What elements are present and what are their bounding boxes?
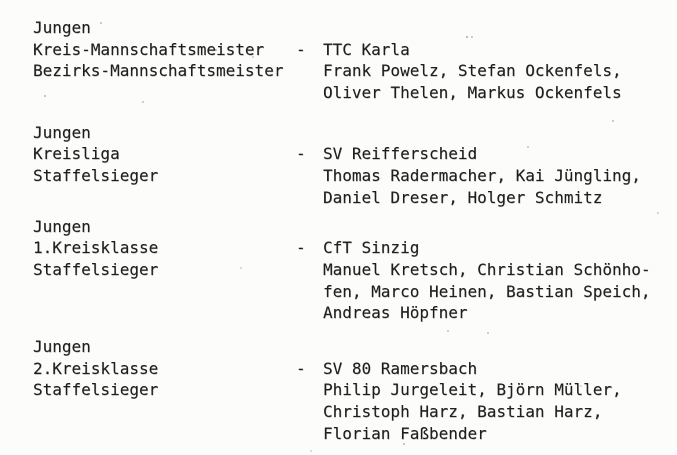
competition-label: Kreis-Mannschaftsmeister	[33, 39, 265, 59]
team-name: CfT Sinzig	[323, 238, 420, 258]
player-line: Florian Faßbender	[323, 423, 487, 443]
competition-label: 1.Kreisklasse	[33, 238, 159, 258]
result-block-kreisliga	[33, 122, 677, 209]
separator-dash: -	[296, 39, 306, 59]
competition-label: 2.Kreisklasse	[33, 358, 159, 378]
age-group-label: Jungen	[33, 18, 91, 37]
player-line: Thomas Radermacher, Kai Jüngling,	[323, 166, 641, 186]
team-name: TTC Karla	[323, 39, 410, 59]
winner-type-label: Staffelsieger	[33, 259, 159, 279]
age-group-label: Jungen	[33, 122, 91, 142]
player-line: Frank Powelz, Stefan Ockenfels,	[323, 61, 622, 81]
player-line: Oliver Thelen, Markus Ockenfels	[323, 83, 622, 103]
team-name: SV Reifferscheid	[323, 144, 478, 164]
winner-type-label: Staffelsieger	[33, 166, 159, 186]
winner-type-label: Staffelsieger	[33, 380, 159, 400]
winner-type-label: Bezirks-Mannschaftsmeister	[33, 61, 284, 81]
age-group-label: Jungen	[33, 336, 91, 356]
result-block-1-kreisklasse	[33, 216, 677, 324]
player-line: Christoph Harz, Bastian Harz,	[323, 402, 603, 421]
player-line: fen, Marco Heinen, Bastian Speich,	[323, 281, 651, 301]
separator-dash: -	[296, 238, 306, 258]
separator-dash: -	[296, 358, 306, 378]
age-group-label: Jungen	[33, 216, 91, 236]
result-block-2-kreisklasse	[33, 336, 677, 444]
competition-label: Kreisliga	[33, 144, 120, 164]
player-line: Andreas Höpfner	[323, 303, 468, 323]
player-line: Philip Jurgeleit, Björn Müller,	[323, 380, 622, 400]
result-block-kreis-mannschaftsmeister	[33, 17, 677, 104]
player-line: Manuel Kretsch, Christian Schönho-	[323, 259, 651, 279]
player-line: Daniel Dreser, Holger Schmitz	[323, 187, 603, 207]
separator-dash: -	[296, 144, 306, 164]
team-name: SV 80 Ramersbach	[323, 358, 478, 378]
scan-noise	[0, 0, 2, 2]
